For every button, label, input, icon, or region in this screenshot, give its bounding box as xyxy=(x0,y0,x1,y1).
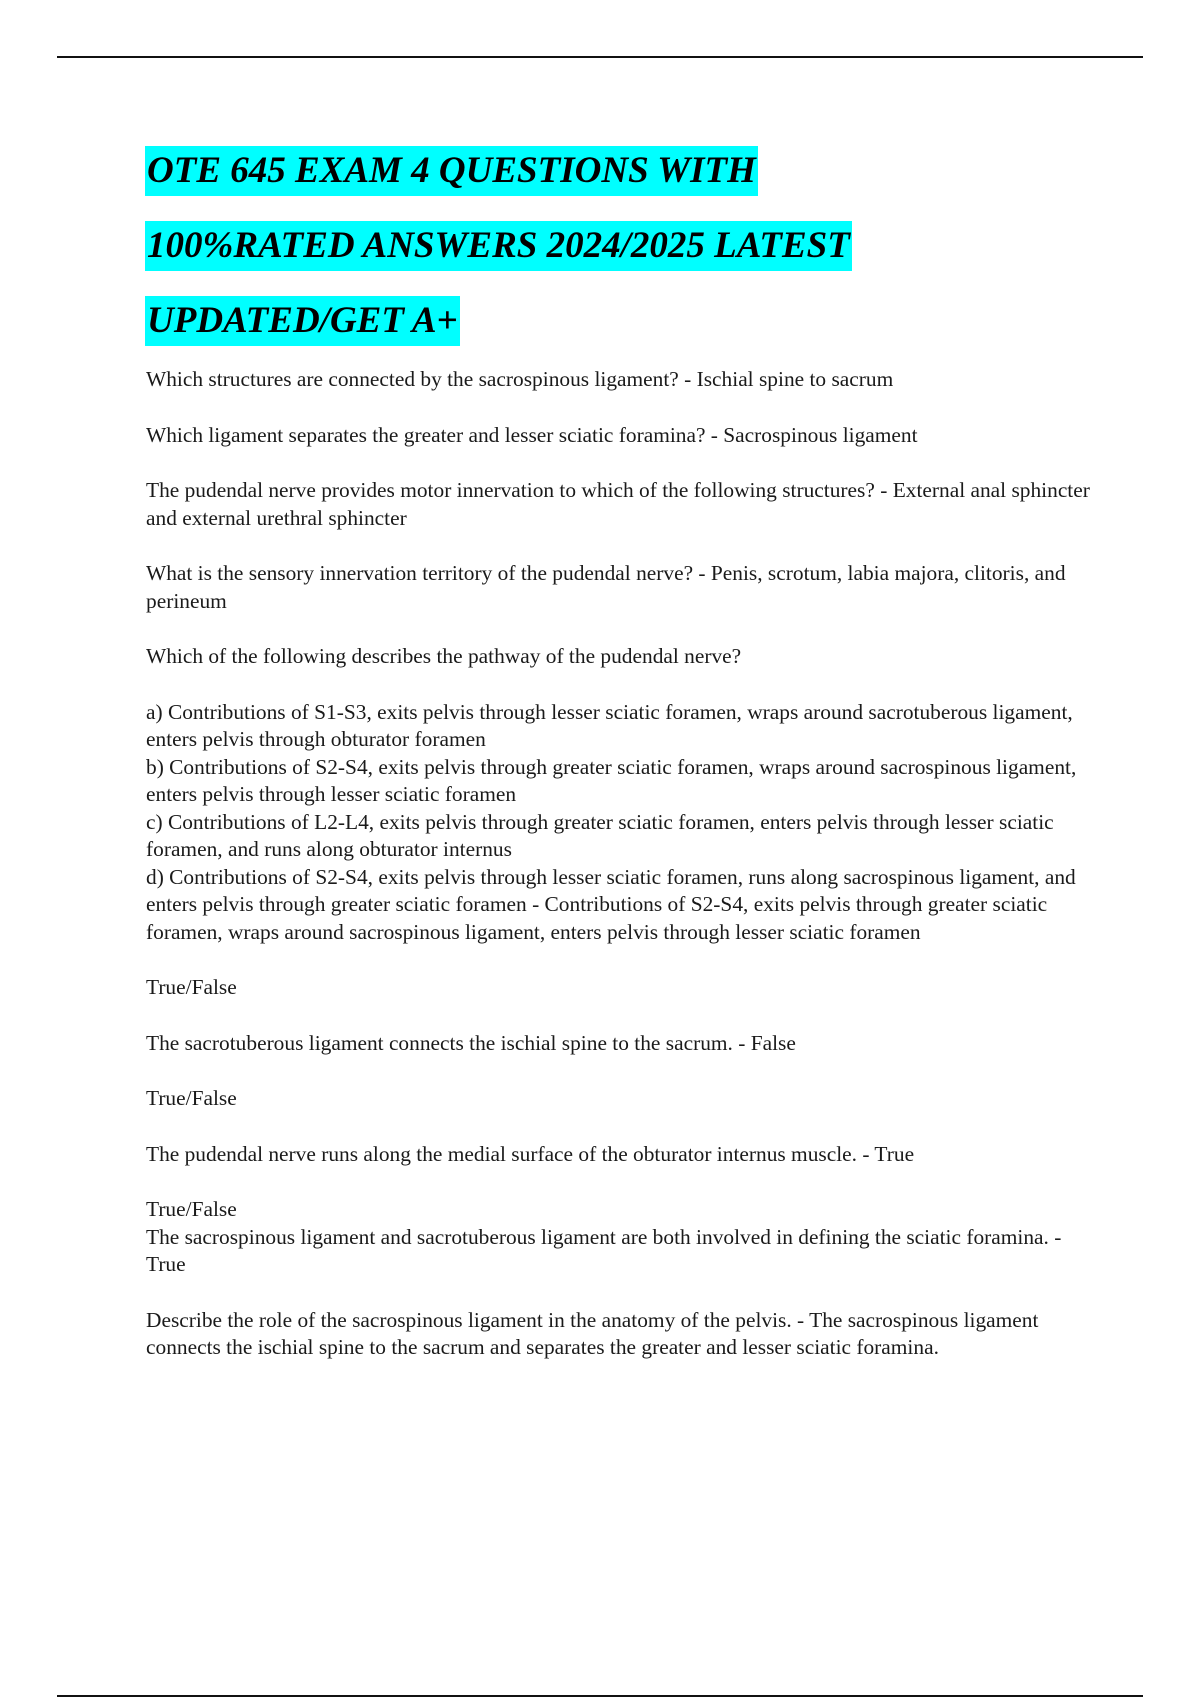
question-paragraph: Describe the role of the sacrospinous ligament in the anatomy of the pelvis. - The sacrospinous ligament connects the ischial spine to the sacrum and separates the greater and lesser sciatic foramina. xyxy=(146,1307,1039,1359)
question-paragraph: The pudendal nerve provides motor innervation to which of the following structures? - External anal sphincter and external urethral sphincter xyxy=(146,478,1090,530)
true-false-label: True/False xyxy=(146,975,237,999)
option-a: a) Contributions of S1-S3, exits pelvis through lesser sciatic foramen, wraps around sacrotuberous ligament, enters pelvis through obturator foramen xyxy=(146,699,1073,751)
answer-options xyxy=(146,699,1091,947)
question-paragraph: The sacrotuberous ligament connects the ischial spine to the sacrum. - False xyxy=(146,1030,796,1055)
question-paragraph: The sacrospinous ligament and sacrotuberous ligament are both involved in defining the sciatic foramina. - True xyxy=(146,1224,1062,1276)
document-title xyxy=(145,140,1125,365)
footer-rule xyxy=(57,1695,1143,1697)
header-rule xyxy=(57,56,1143,58)
question-paragraph: Which of the following describes the pathway of the pudendal nerve? xyxy=(146,644,742,668)
option-d: d) Contributions of S2-S4, exits pelvis through lesser sciatic foramen, runs along sacrospinous ligament, and enters pelvis through greater sciatic foramen - Contributions of S2-S4, exits pelvis through greater sciatic foramen, wraps around sacrospinous ligament, enters pelvis through lesser sciatic foramen xyxy=(146,864,1076,944)
title-line-3: UPDATED/GET A+ xyxy=(145,290,1125,365)
question-paragraph: Which structures are connected by the sacrospinous ligament? - Ischial spine to sacrum xyxy=(146,367,894,391)
title-line-2: 100%RATED ANSWERS 2024/2025 LATEST xyxy=(145,215,1125,290)
true-false-label: True/False xyxy=(146,1197,237,1221)
title-line-1: OTE 645 EXAM 4 QUESTIONS WITH xyxy=(145,140,1125,215)
option-b: b) Contributions of S2-S4, exits pelvis through greater sciatic foramen, wraps around sacrospinous ligament, enters pelvis through lesser sciatic foramen xyxy=(146,754,1077,806)
true-false-label: True/False xyxy=(146,1086,237,1110)
question-paragraph: Which ligament separates the greater and lesser sciatic foramina? - Sacrospinous ligament xyxy=(146,422,918,447)
question-paragraph: What is the sensory innervation territory of the pudendal nerve? - Penis, scrotum, labia majora, clitoris, and perineum xyxy=(146,561,1066,613)
document-body xyxy=(146,366,1091,1390)
question-paragraph: The pudendal nerve runs along the medial surface of the obturator internus muscle. - True xyxy=(146,1141,915,1166)
option-c: c) Contributions of L2-L4, exits pelvis through greater sciatic foramen, enters pelvis through lesser sciatic foramen, and runs along obturator internus xyxy=(146,809,1054,861)
